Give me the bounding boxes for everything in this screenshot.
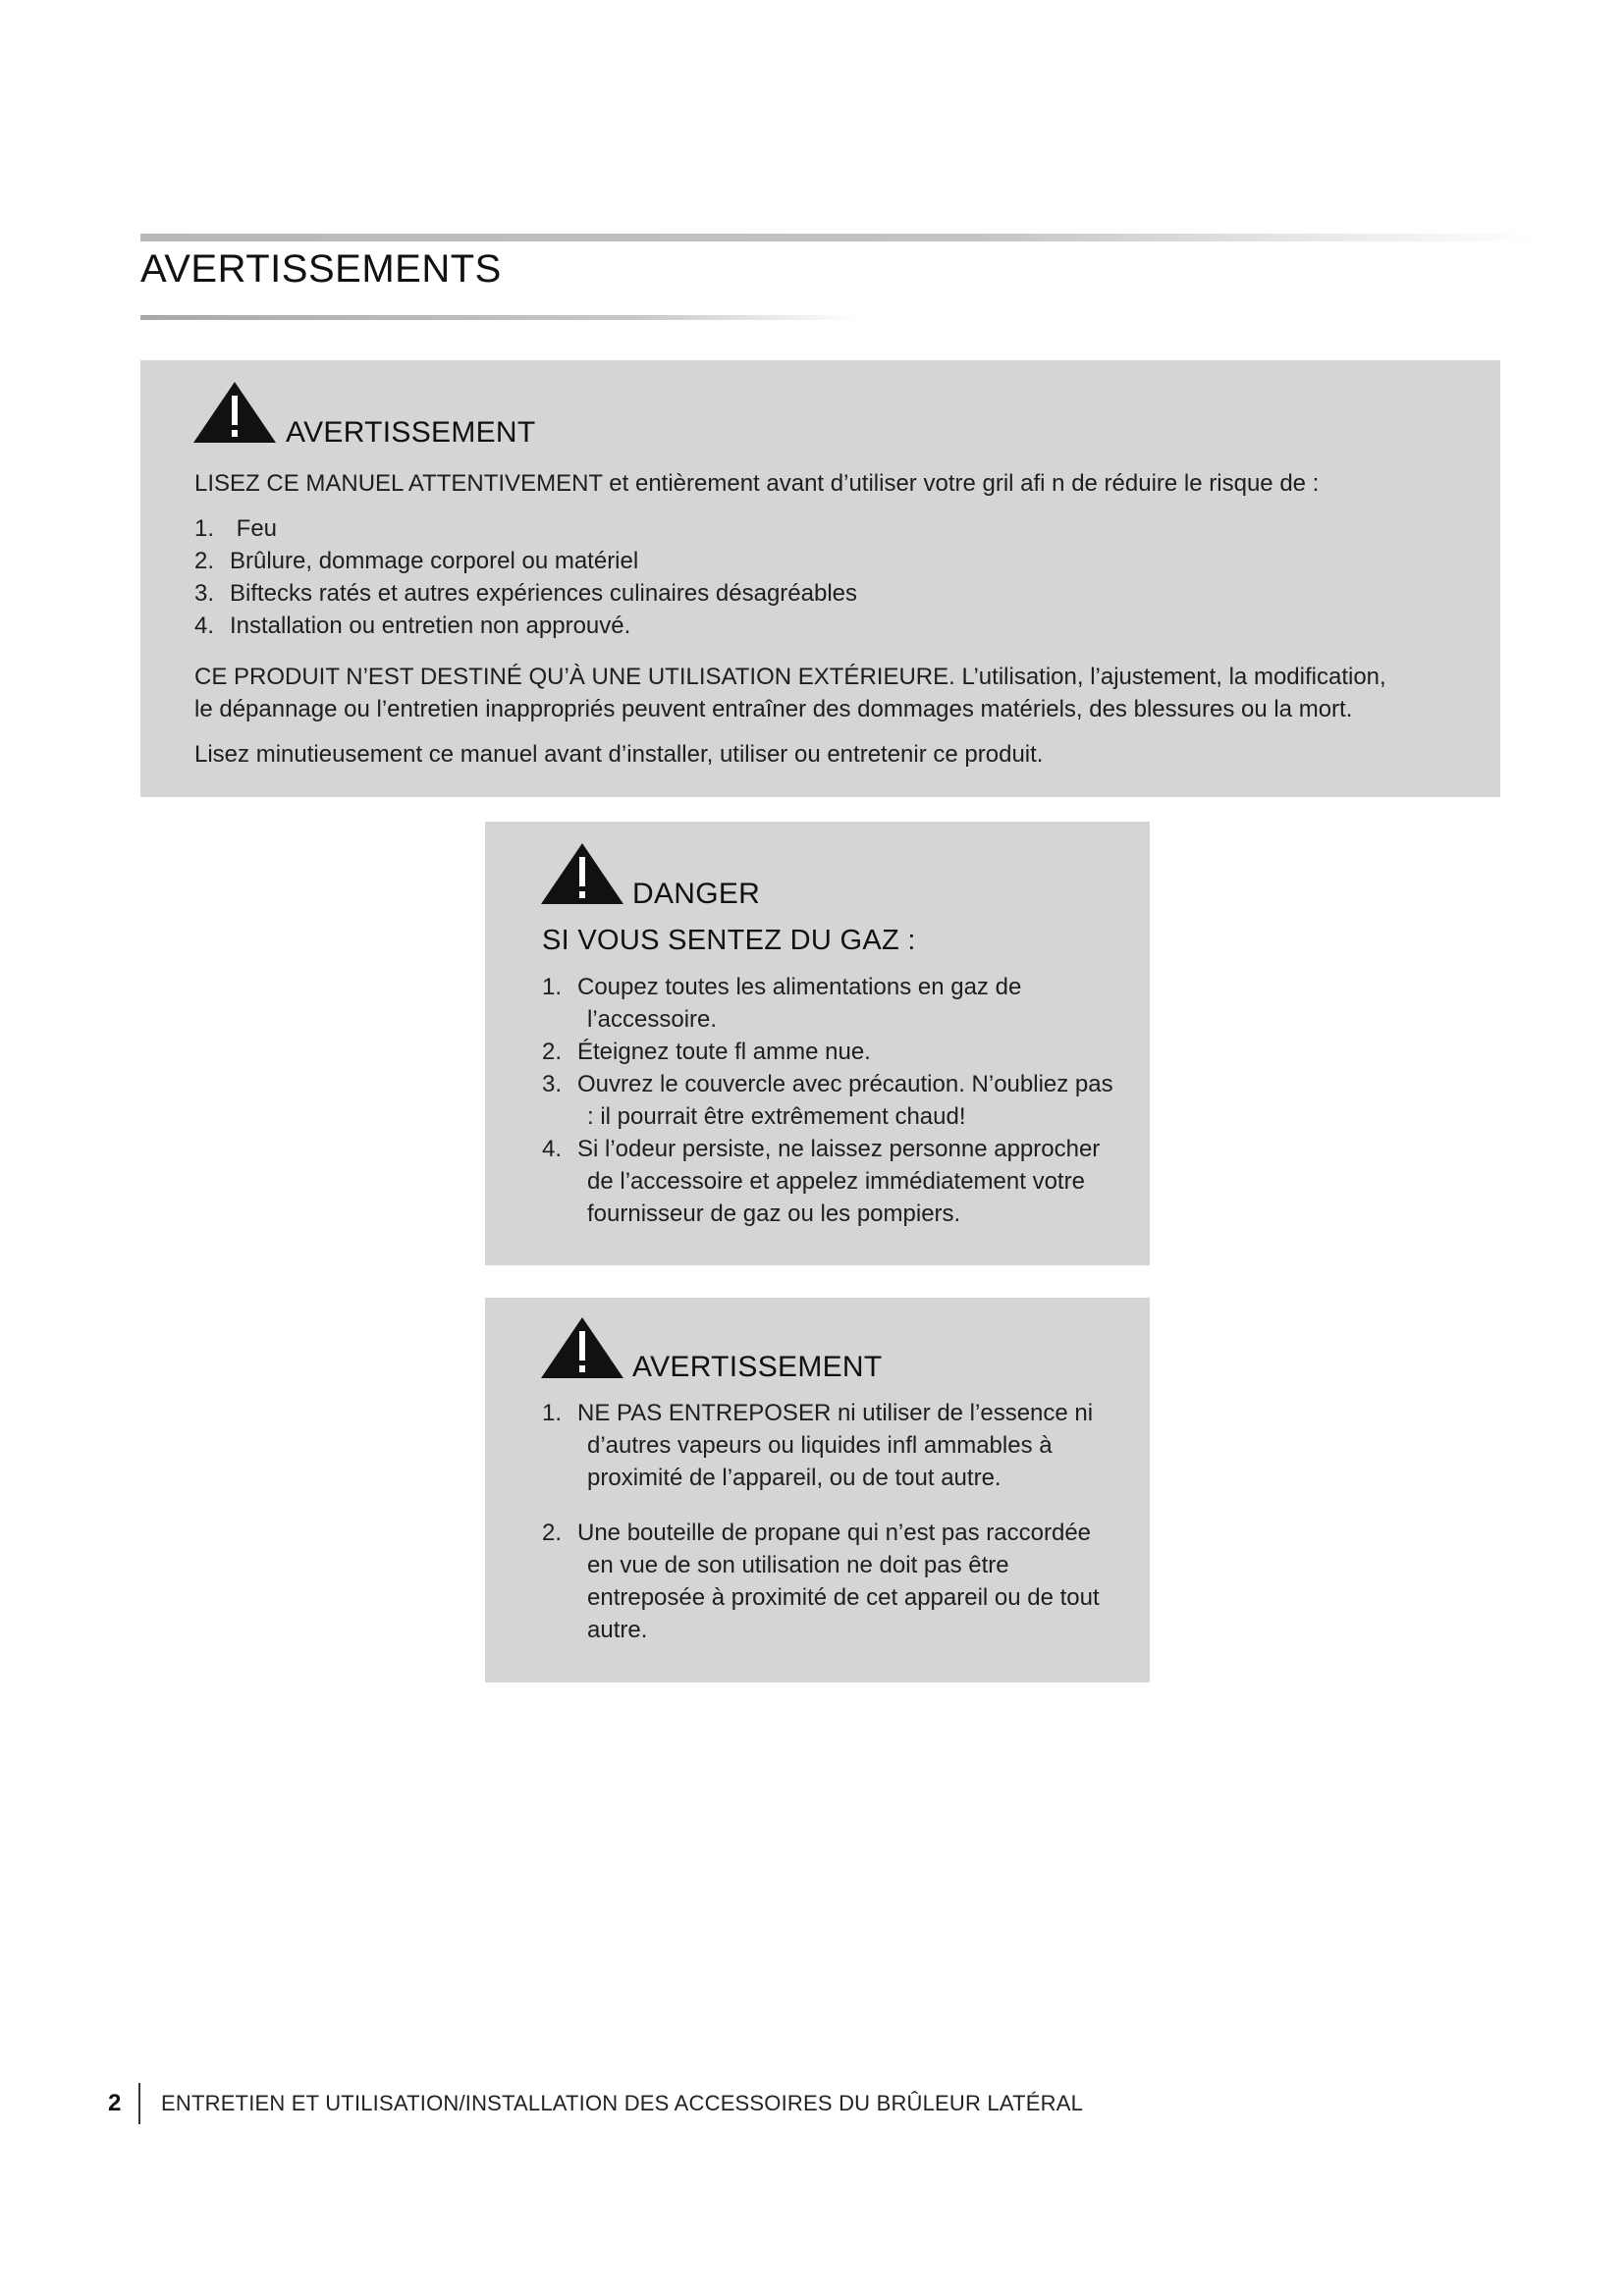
warning-read-manual: Lisez minutieusement ce manuel avant d’installer, utiliser ou entretenir ce produit. xyxy=(194,741,1044,768)
warning-storage-heading: AVERTISSEMENT xyxy=(632,1351,883,1383)
danger-heading: DANGER xyxy=(632,878,761,910)
list-item: 1. NE PAS ENTREPOSER ni utiliser de l’essence ni d’autres vapeurs ou liquides infl ammables à proximité de l’appareil, ou de tout autre. xyxy=(542,1400,1094,1491)
warning-box-storage xyxy=(485,1298,1150,1682)
list-item: 2. Brûlure, dommage corporel ou matériel xyxy=(194,548,639,574)
danger-box xyxy=(485,822,1150,1265)
footer-divider xyxy=(138,2083,140,2124)
warning-outdoor-line2: le dépannage ou l’entretien inappropriés peuvent entraîner des dommages matériels, des blessures ou la mort. xyxy=(194,696,1353,722)
header-top-rule xyxy=(140,234,1535,241)
warning-outdoor-line1: CE PRODUIT N’EST DESTINÉ QU’À UNE UTILISATION EXTÉRIEURE. L’utilisation, l’ajustement, la modification, xyxy=(194,664,1386,690)
page-number: 2 xyxy=(108,2090,122,2116)
warning-triangle-icon xyxy=(539,841,625,906)
footer-title: ENTRETIEN ET UTILISATION/INSTALLATION DES ACCESSOIRES DU BRÛLEUR LATÉRAL xyxy=(161,2091,1084,2115)
list-item: 4. Installation ou entretien non approuvé. xyxy=(194,613,631,639)
list-item: 2. Une bouteille de propane qui n’est pas raccordée en vue de son utilisation ne doit pas être entreposée à proximité de cet appareil ou de tout autre. xyxy=(542,1520,1100,1643)
warning-box-main xyxy=(140,360,1500,797)
warning-intro: LISEZ CE MANUEL ATTENTIVEMENT et entièrement avant d’utiliser votre gril afi n de réduire le risque de : xyxy=(194,470,1320,497)
list-item: 1. Coupez toutes les alimentations en gaz de l’accessoire. xyxy=(542,974,1022,1033)
list-item: 3. Biftecks ratés et autres expériences culinaires désagréables xyxy=(194,580,857,607)
warning-risk-list xyxy=(194,512,857,642)
list-item: 2. Éteignez toute fl amme nue. xyxy=(542,1039,871,1065)
warning-heading: AVERTISSEMENT xyxy=(286,416,536,449)
warning-storage-list xyxy=(542,1397,1111,1646)
page-title: AVERTISSEMENTS xyxy=(140,247,502,291)
danger-steps-list xyxy=(542,971,1121,1230)
list-item: 4. Si l’odeur persiste, ne laissez personne approcher de l’accessoire et appelez immédiatement votre fournisseur de gaz ou les pompiers. xyxy=(542,1136,1101,1227)
title-underline xyxy=(140,315,857,320)
danger-subheading: SI VOUS SENTEZ DU GAZ : xyxy=(542,925,916,956)
warning-triangle-icon xyxy=(191,380,278,445)
list-item: 3. Ouvrez le couvercle avec précaution. N’oubliez pas : il pourrait être extrêmement chaud! xyxy=(542,1071,1113,1130)
warning-triangle-icon xyxy=(539,1315,625,1380)
list-item: 1. Feu xyxy=(194,515,278,542)
